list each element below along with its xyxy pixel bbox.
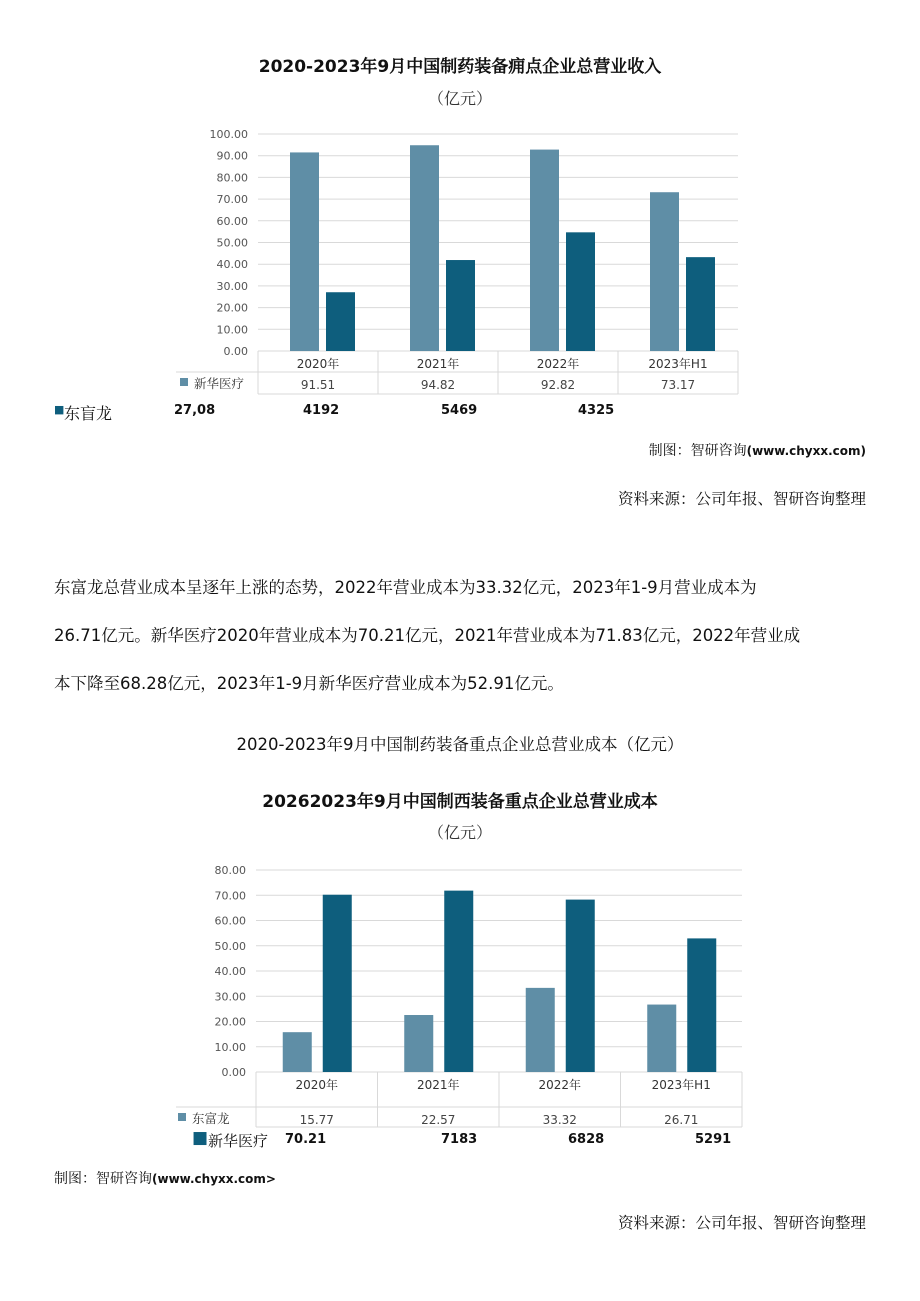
table-value: 94.82 xyxy=(420,378,456,392)
bar xyxy=(444,891,473,1072)
x-category-label: 2023年H1 xyxy=(648,357,708,371)
chart2-series2-row xyxy=(192,1130,752,1150)
chart2-series2-value: 6828 xyxy=(568,1132,605,1147)
y-tick-label: 10.00 xyxy=(216,323,248,337)
chart2-series2-value: 5291 xyxy=(695,1132,732,1147)
x-category-label: 2020年 xyxy=(296,357,340,371)
bar xyxy=(323,895,352,1072)
legend-label: 东富龙 xyxy=(192,1111,230,1126)
y-tick-label: 70.00 xyxy=(216,193,248,207)
legend-square-icon: ■ xyxy=(54,403,65,416)
x-category-label: 2023年H1 xyxy=(651,1078,711,1092)
paragraph-line: 东富龙总营业成本呈逐年上涨的态势，2022年营业成本为33.32亿元，2023年1-9月营业成本为 xyxy=(54,578,757,597)
chart2-source: 资料来源：公司年报、智研咨询整理 xyxy=(617,1214,866,1232)
table-value: 92.82 xyxy=(540,378,576,392)
credit-url: (www.chyxx.com> xyxy=(152,1172,276,1186)
legend-swatch xyxy=(178,1113,186,1121)
chart1-series2-value: 4192 xyxy=(303,403,340,418)
chart1-title: 2020-2023年9月中国制药装备痈点企业总营业收入 xyxy=(258,57,662,77)
y-tick-label: 80.00 xyxy=(214,864,246,877)
table-value: 15.77 xyxy=(299,1113,334,1127)
y-tick-label: 80.00 xyxy=(216,171,248,185)
bar xyxy=(283,1032,312,1072)
x-category-label: 2020年 xyxy=(295,1078,339,1092)
paragraph-line: 26.71亿元。新华医疗2020年营业成本为70.21亿元，2021年营业成本为71.83亿元，2022年营业成 xyxy=(54,626,801,645)
y-tick-label: 30.00 xyxy=(214,990,246,1004)
chart2-series2-value: 7183 xyxy=(441,1132,478,1147)
x-category-label: 2022年 xyxy=(538,1078,582,1092)
credit-label: 制图：智研咨询 xyxy=(54,1171,152,1187)
bar xyxy=(566,900,595,1072)
bar xyxy=(566,232,595,351)
y-tick-label: 10.00 xyxy=(214,1040,246,1054)
chart1-series2-value: 5469 xyxy=(441,403,478,418)
chart2-credit xyxy=(54,1168,276,1188)
y-tick-label: 90.00 xyxy=(216,149,248,163)
chart1-svg xyxy=(0,120,920,400)
y-tick-label: 70.00 xyxy=(214,889,246,903)
chart2-unit: （亿元） xyxy=(427,823,492,842)
chart1-series2-name: 东盲龙 xyxy=(64,404,113,423)
y-tick-label: 20.00 xyxy=(214,1015,246,1029)
y-tick-label: 60.00 xyxy=(214,914,246,928)
paragraph-line: 本下降至68.28亿元，2023年1-9月新华医疗营业成本为52.91亿元。 xyxy=(54,674,564,693)
bar xyxy=(446,260,475,351)
chart1-series2-row xyxy=(54,401,814,421)
legend-swatch xyxy=(180,378,188,386)
chart1-series2-value: 4325 xyxy=(578,403,615,418)
chart1-source: 资料来源：公司年报、智研咨询整理 xyxy=(617,490,866,508)
bar xyxy=(686,257,715,351)
bar xyxy=(650,192,679,351)
table-value: 22.57 xyxy=(421,1113,456,1127)
bar xyxy=(410,145,439,351)
chart1-unit: （亿元） xyxy=(427,89,492,108)
y-tick-label: 60.00 xyxy=(216,214,248,228)
chart2-series2-name: 新华医疗 xyxy=(208,1132,269,1150)
chart2-caption: 2020-2023年9月中国制药装备重点企业总营业成本（亿元） xyxy=(236,735,684,754)
table-value: 91.51 xyxy=(300,378,336,392)
bar xyxy=(687,938,716,1072)
chart2-title: 20262023年9月中国制西装备重点企业总营业成本 xyxy=(262,792,658,812)
y-tick-label: 40.00 xyxy=(214,965,246,978)
bar xyxy=(526,988,555,1072)
chart2-svg xyxy=(0,855,920,1130)
legend-square-icon: ■ xyxy=(192,1128,209,1148)
bar xyxy=(530,150,559,351)
table-value: 73.17 xyxy=(660,378,696,392)
y-tick-label: 100.00 xyxy=(209,128,248,141)
x-category-label: 2021年 xyxy=(416,1078,460,1092)
chart2-series2-value: 70.21 xyxy=(285,1132,327,1147)
table-value: 26.71 xyxy=(664,1113,699,1127)
chart1-credit xyxy=(649,440,866,460)
y-tick-label: 30.00 xyxy=(216,279,248,293)
y-tick-label: 40.00 xyxy=(216,258,248,272)
bar xyxy=(404,1015,433,1072)
credit-url: (www.chyxx.com) xyxy=(746,444,866,458)
y-tick-label: 20.00 xyxy=(216,301,248,315)
bar xyxy=(326,292,355,351)
table-value: 33.32 xyxy=(542,1113,577,1127)
chart1-series2-value: 27,08 xyxy=(174,403,216,418)
y-tick-label: 50.00 xyxy=(216,236,248,250)
y-tick-label: 0.00 xyxy=(221,1066,246,1079)
bar xyxy=(647,1005,676,1072)
x-category-label: 2021年 xyxy=(416,357,460,371)
y-tick-label: 50.00 xyxy=(214,939,246,953)
x-category-label: 2022年 xyxy=(536,357,580,371)
legend-label: 新华医疗 xyxy=(194,376,245,391)
credit-label: 制图：智研咨询 xyxy=(648,443,747,459)
bar xyxy=(290,152,319,351)
y-tick-label: 0.00 xyxy=(223,345,248,358)
